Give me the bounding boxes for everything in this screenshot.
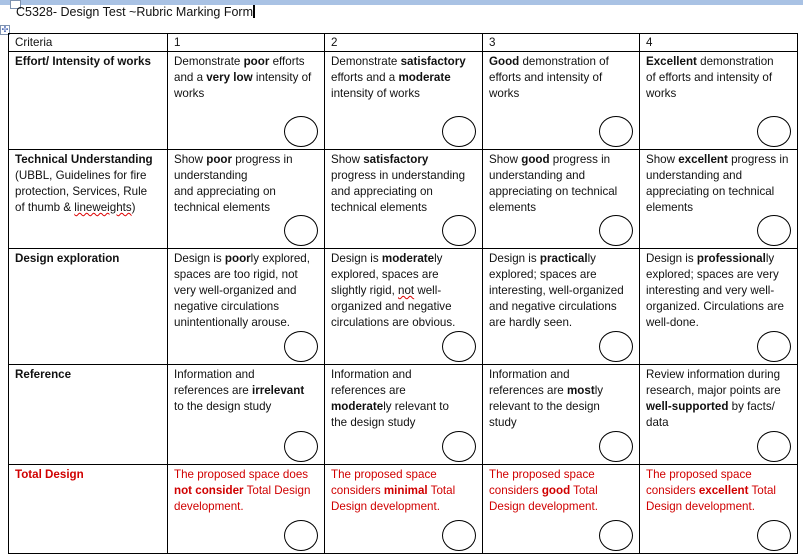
cell-text-line xyxy=(646,200,792,216)
score-circle-checkbox[interactable] xyxy=(599,116,633,147)
bold-text: minimal xyxy=(383,484,428,497)
cell-text-line xyxy=(489,54,634,70)
bold-text: Effort/ Intensity of works xyxy=(15,55,151,68)
criterion-cell[interactable] xyxy=(9,249,168,365)
cell-text-line xyxy=(646,383,792,399)
score-circle-checkbox[interactable] xyxy=(284,520,318,551)
cell-text: references are xyxy=(331,384,406,397)
table-header-row xyxy=(9,34,798,52)
cell-text-line xyxy=(489,399,634,415)
score-4-cell[interactable] xyxy=(640,365,798,465)
cell-text-line xyxy=(331,467,477,483)
bold-text: very low xyxy=(206,71,253,84)
cell-text: Information and xyxy=(331,368,412,381)
score-circle-checkbox[interactable] xyxy=(599,331,633,362)
header-score-1: 1 xyxy=(168,34,325,52)
criterion-cell[interactable] xyxy=(9,150,168,249)
score-1-cell[interactable] xyxy=(168,365,325,465)
cell-text-line xyxy=(646,483,792,499)
score-circle-checkbox[interactable] xyxy=(599,520,633,551)
cell-text-line xyxy=(489,267,634,283)
cell-text-line xyxy=(15,467,162,483)
criterion-cell[interactable] xyxy=(9,365,168,465)
score-1-cell[interactable] xyxy=(168,150,325,249)
cell-text: efforts and intensity of xyxy=(489,71,603,84)
cell-text: organized and negative xyxy=(331,300,452,313)
cell-text-line xyxy=(15,152,162,168)
cell-text-line xyxy=(489,467,634,483)
cell-text: circulations are obvious. xyxy=(331,316,456,329)
cell-text: ) xyxy=(131,201,136,214)
cell-text-line xyxy=(174,168,319,184)
score-1-cell[interactable] xyxy=(168,52,325,150)
header-criteria: Criteria xyxy=(9,34,168,52)
table-row xyxy=(9,365,798,465)
bold-text: Excellent xyxy=(646,55,697,68)
cell-text-line xyxy=(174,367,319,383)
bold-text: satisfactory xyxy=(363,153,429,166)
cell-text-line xyxy=(15,184,162,200)
cell-text-line xyxy=(174,152,319,168)
cell-text-line xyxy=(15,54,162,70)
score-circle-checkbox[interactable] xyxy=(599,431,633,462)
cell-text: intensity of xyxy=(252,71,312,84)
cell-text: works xyxy=(489,87,520,100)
bold-text: poor xyxy=(243,55,270,68)
cell-text-line xyxy=(646,467,792,483)
cell-text: research, major points are xyxy=(646,384,781,397)
cell-text: explored, spaces are xyxy=(331,268,439,281)
cell-text: ly xyxy=(765,252,775,265)
cell-text-line xyxy=(331,251,477,267)
score-2-cell[interactable] xyxy=(325,249,483,365)
cell-text: well- xyxy=(414,284,442,297)
score-4-cell[interactable] xyxy=(640,465,798,554)
cell-text: references are xyxy=(174,384,252,397)
cell-text-line xyxy=(489,499,634,515)
score-4-cell[interactable] xyxy=(640,52,798,150)
cell-text-line xyxy=(174,267,319,283)
cell-text: considers xyxy=(646,484,699,497)
cell-text: protection, Services, Rule xyxy=(15,185,148,198)
cell-text: The proposed space xyxy=(646,468,752,481)
cell-text: lineweights xyxy=(74,201,132,214)
bold-text: Reference xyxy=(15,368,72,381)
cell-text-line xyxy=(489,299,634,315)
cell-text-line xyxy=(646,499,792,515)
cell-text-line xyxy=(646,251,792,267)
cell-text-line xyxy=(331,383,477,399)
cell-text: The proposed space does xyxy=(174,468,309,481)
document-title xyxy=(16,5,255,19)
cell-text: by facts/ xyxy=(728,400,775,413)
cell-text: Design development. xyxy=(331,500,440,513)
score-3-cell[interactable] xyxy=(483,465,640,554)
cell-text: understanding and xyxy=(646,169,743,182)
cell-text-line xyxy=(646,86,792,102)
cell-text: appreciating on technical xyxy=(489,185,618,198)
document-title-text: C5328- Design Test ~Rubric Marking Form xyxy=(16,5,254,19)
score-circle-checkbox[interactable] xyxy=(284,215,318,246)
cell-text: not xyxy=(398,284,415,297)
cell-text-line xyxy=(646,299,792,315)
cell-text: relevant to the design xyxy=(489,400,600,413)
cell-text-line xyxy=(331,152,477,168)
cell-text: Design development. xyxy=(646,500,755,513)
cell-text-line xyxy=(489,200,634,216)
cell-text: Demonstrate xyxy=(331,55,401,68)
cell-text-line xyxy=(489,483,634,499)
score-circle-checkbox[interactable] xyxy=(442,431,476,462)
cell-text: demonstration of xyxy=(519,55,609,68)
cell-text-line xyxy=(15,200,162,216)
cell-text-line xyxy=(489,383,634,399)
cell-text: to the design study xyxy=(174,400,272,413)
cell-text-line xyxy=(331,200,477,216)
cell-text-line xyxy=(331,367,477,383)
cell-text: Show xyxy=(489,153,522,166)
cell-text-line xyxy=(331,499,477,515)
cell-text: Show xyxy=(646,153,679,166)
cell-text: elements xyxy=(646,201,694,214)
bold-text: irrelevant xyxy=(251,384,305,397)
cell-text: are hardly seen. xyxy=(489,316,573,329)
score-circle-checkbox[interactable] xyxy=(442,520,476,551)
header-score-3: 3 xyxy=(483,34,640,52)
cell-text: Show xyxy=(331,153,364,166)
cell-text: data xyxy=(646,416,669,429)
cell-text: development. xyxy=(174,500,244,513)
cell-text-line xyxy=(174,54,319,70)
bold-text: Good xyxy=(489,55,520,68)
criterion-cell[interactable] xyxy=(9,465,168,554)
cell-text: works xyxy=(174,87,205,100)
score-circle-checkbox[interactable] xyxy=(442,331,476,362)
cell-text-line xyxy=(331,299,477,315)
cell-text: Total Design xyxy=(243,484,311,497)
cell-text-line xyxy=(646,399,792,415)
bold-text: satisfactory xyxy=(400,55,466,68)
score-circle-checkbox[interactable] xyxy=(757,520,791,551)
score-1-cell[interactable] xyxy=(168,465,325,554)
score-2-cell[interactable] xyxy=(325,365,483,465)
cell-text: and appreciating on xyxy=(174,185,276,198)
cell-text-line xyxy=(489,70,634,86)
cell-text: progress in xyxy=(549,153,611,166)
cell-text-line xyxy=(331,168,477,184)
score-circle-checkbox[interactable] xyxy=(599,215,633,246)
cell-text-line xyxy=(646,152,792,168)
score-2-cell[interactable] xyxy=(325,150,483,249)
cell-text: Design is xyxy=(489,252,540,265)
cell-text: explored; spaces are very xyxy=(646,268,779,281)
cell-text: The proposed space xyxy=(331,468,437,481)
cell-text: Demonstrate xyxy=(174,55,244,68)
cell-text-line xyxy=(15,367,162,383)
cell-text-line xyxy=(489,283,634,299)
table-row xyxy=(9,249,798,365)
cell-text: (UBBL, Guidelines for fire xyxy=(15,169,147,182)
bold-text: Total Design xyxy=(15,468,84,481)
cell-text: Information and xyxy=(174,368,255,381)
cell-text-line xyxy=(646,267,792,283)
cell-text-line xyxy=(646,315,792,331)
score-circle-checkbox[interactable] xyxy=(757,215,791,246)
cell-text: elements xyxy=(489,201,537,214)
table-row xyxy=(9,465,798,554)
cell-text-line xyxy=(331,184,477,200)
header-score-2: 2 xyxy=(325,34,483,52)
cell-text-line xyxy=(331,283,477,299)
cell-text-line xyxy=(174,483,319,499)
cell-text-line xyxy=(489,251,634,267)
cell-text: explored; spaces are xyxy=(489,268,597,281)
cell-text-line xyxy=(489,86,634,102)
cell-text: technical elements xyxy=(331,201,428,214)
bold-text: professional xyxy=(696,252,766,265)
cell-text: understanding and xyxy=(489,169,586,182)
cell-text-line xyxy=(646,168,792,184)
score-4-cell[interactable] xyxy=(640,249,798,365)
cell-text: interesting, well-organized xyxy=(489,284,624,297)
cell-text-line xyxy=(331,483,477,499)
text-cursor xyxy=(253,5,255,18)
cell-text-line xyxy=(646,70,792,86)
cell-text: negative circulations xyxy=(174,300,280,313)
cell-text: considers xyxy=(489,484,542,497)
score-4-cell[interactable] xyxy=(640,150,798,249)
cell-text: unintentionally arouse. xyxy=(174,316,291,329)
cell-text-line xyxy=(174,315,319,331)
bold-text: poor xyxy=(224,252,251,265)
cell-text: interesting and very well- xyxy=(646,284,775,297)
cell-text-line xyxy=(331,86,477,102)
cell-text: very well-organized and xyxy=(174,284,297,297)
cell-text: ly xyxy=(594,384,604,397)
cell-text-line xyxy=(331,315,477,331)
cell-text-line xyxy=(174,283,319,299)
cell-text-line xyxy=(174,467,319,483)
cell-text: Design is xyxy=(331,252,382,265)
rubric-table xyxy=(8,33,798,554)
cell-text-line xyxy=(174,184,319,200)
bold-text: most xyxy=(566,384,595,397)
score-circle-checkbox[interactable] xyxy=(284,116,318,147)
cell-text: ly xyxy=(434,252,443,265)
cell-text-line xyxy=(489,415,634,431)
score-circle-checkbox[interactable] xyxy=(757,116,791,147)
cell-text: works xyxy=(646,87,677,100)
cell-text: of efforts and intensity of xyxy=(646,71,773,84)
cell-text: ly explored, xyxy=(250,252,310,265)
score-2-cell[interactable] xyxy=(325,465,483,554)
cell-text: progress in xyxy=(232,153,293,166)
score-3-cell[interactable] xyxy=(483,52,640,150)
score-3-cell[interactable] xyxy=(483,365,640,465)
criterion-cell[interactable] xyxy=(9,52,168,150)
score-circle-checkbox[interactable] xyxy=(757,431,791,462)
bold-text: practical xyxy=(539,252,588,265)
cell-text-line xyxy=(174,399,319,415)
score-circle-checkbox[interactable] xyxy=(757,331,791,362)
table-row xyxy=(9,52,798,150)
cell-text: Information and xyxy=(489,368,570,381)
cell-text-line xyxy=(331,70,477,86)
cell-text: and a xyxy=(174,71,207,84)
bold-text: poor xyxy=(206,153,232,166)
bold-text: excellent xyxy=(698,484,749,497)
cell-text: demonstration xyxy=(696,55,774,68)
cell-text-line xyxy=(174,299,319,315)
cell-text: progress in xyxy=(727,153,789,166)
cell-text-line xyxy=(646,54,792,70)
score-3-cell[interactable] xyxy=(483,150,640,249)
cell-text-line xyxy=(489,168,634,184)
bold-text: moderate xyxy=(331,400,384,413)
bold-text: good xyxy=(521,153,550,166)
cell-text-line xyxy=(174,499,319,515)
cell-text-line xyxy=(15,251,162,267)
cell-text: Show xyxy=(174,153,207,166)
cell-text: The proposed space xyxy=(489,468,595,481)
cell-text: ly xyxy=(587,252,596,265)
cell-text-line xyxy=(489,184,634,200)
cell-text-line xyxy=(174,70,319,86)
cell-text: Design is xyxy=(646,252,697,265)
cell-text-line xyxy=(646,367,792,383)
cell-text: intensity of works xyxy=(331,87,420,100)
table-move-handle-icon[interactable]: ✣ xyxy=(1,25,9,34)
cell-text-line xyxy=(331,399,477,415)
cell-text-line xyxy=(331,415,477,431)
cell-text-line xyxy=(489,367,634,383)
cell-text: study xyxy=(489,416,517,429)
cell-text-line xyxy=(174,86,319,102)
cell-text: considers xyxy=(331,484,384,497)
cell-text: progress in understanding xyxy=(331,169,466,182)
cell-text-line xyxy=(174,251,319,267)
cell-text: organized. Circulations are xyxy=(646,300,784,313)
bold-text: well-supported xyxy=(646,400,729,413)
cell-text: efforts and a xyxy=(331,71,399,84)
cell-text: understanding xyxy=(174,169,248,182)
cell-text: of thumb & xyxy=(15,201,75,214)
score-circle-checkbox[interactable] xyxy=(442,116,476,147)
bold-text: not consider xyxy=(174,484,244,497)
cell-text-line xyxy=(646,184,792,200)
cell-text: and negative circulations xyxy=(489,300,617,313)
cell-text: slightly rigid, xyxy=(331,284,399,297)
cell-text: efforts xyxy=(269,55,305,68)
cell-text: Review information during xyxy=(646,368,781,381)
cell-text-line xyxy=(646,415,792,431)
cell-text-line xyxy=(174,200,319,216)
bold-text: excellent xyxy=(678,153,728,166)
score-2-cell[interactable] xyxy=(325,52,483,150)
cell-text: spaces are too rigid, not xyxy=(174,268,298,281)
cell-text: ly relevant to xyxy=(383,400,449,413)
cell-text: technical elements xyxy=(174,201,271,214)
cell-text-line xyxy=(646,283,792,299)
cell-text-line xyxy=(331,54,477,70)
cell-text-line xyxy=(489,152,634,168)
cell-text: Total xyxy=(570,484,598,497)
cell-text: Design is xyxy=(174,252,225,265)
cell-text: and appreciating on xyxy=(331,185,433,198)
score-1-cell[interactable] xyxy=(168,249,325,365)
bold-text: Technical Understanding xyxy=(15,153,153,166)
cell-text: the design study xyxy=(331,416,416,429)
cell-text: appreciating on technical xyxy=(646,185,775,198)
header-score-4: 4 xyxy=(640,34,798,52)
score-3-cell[interactable] xyxy=(483,249,640,365)
cell-text: Total xyxy=(427,484,456,497)
cell-text-line xyxy=(489,315,634,331)
cell-text-line xyxy=(174,383,319,399)
cell-text-line xyxy=(331,267,477,283)
table-row xyxy=(9,150,798,249)
cell-text-line xyxy=(15,168,162,184)
bold-text: moderate xyxy=(381,252,435,265)
score-circle-checkbox[interactable] xyxy=(442,215,476,246)
cell-text: Total xyxy=(748,484,776,497)
cell-text: references are xyxy=(489,384,567,397)
score-circle-checkbox[interactable] xyxy=(284,431,318,462)
score-circle-checkbox[interactable] xyxy=(284,331,318,362)
cell-text: Design development. xyxy=(489,500,598,513)
bold-text: Design exploration xyxy=(15,252,120,265)
cell-text: well-done. xyxy=(646,316,699,329)
bold-text: good xyxy=(541,484,571,497)
bold-text: moderate xyxy=(398,71,451,84)
